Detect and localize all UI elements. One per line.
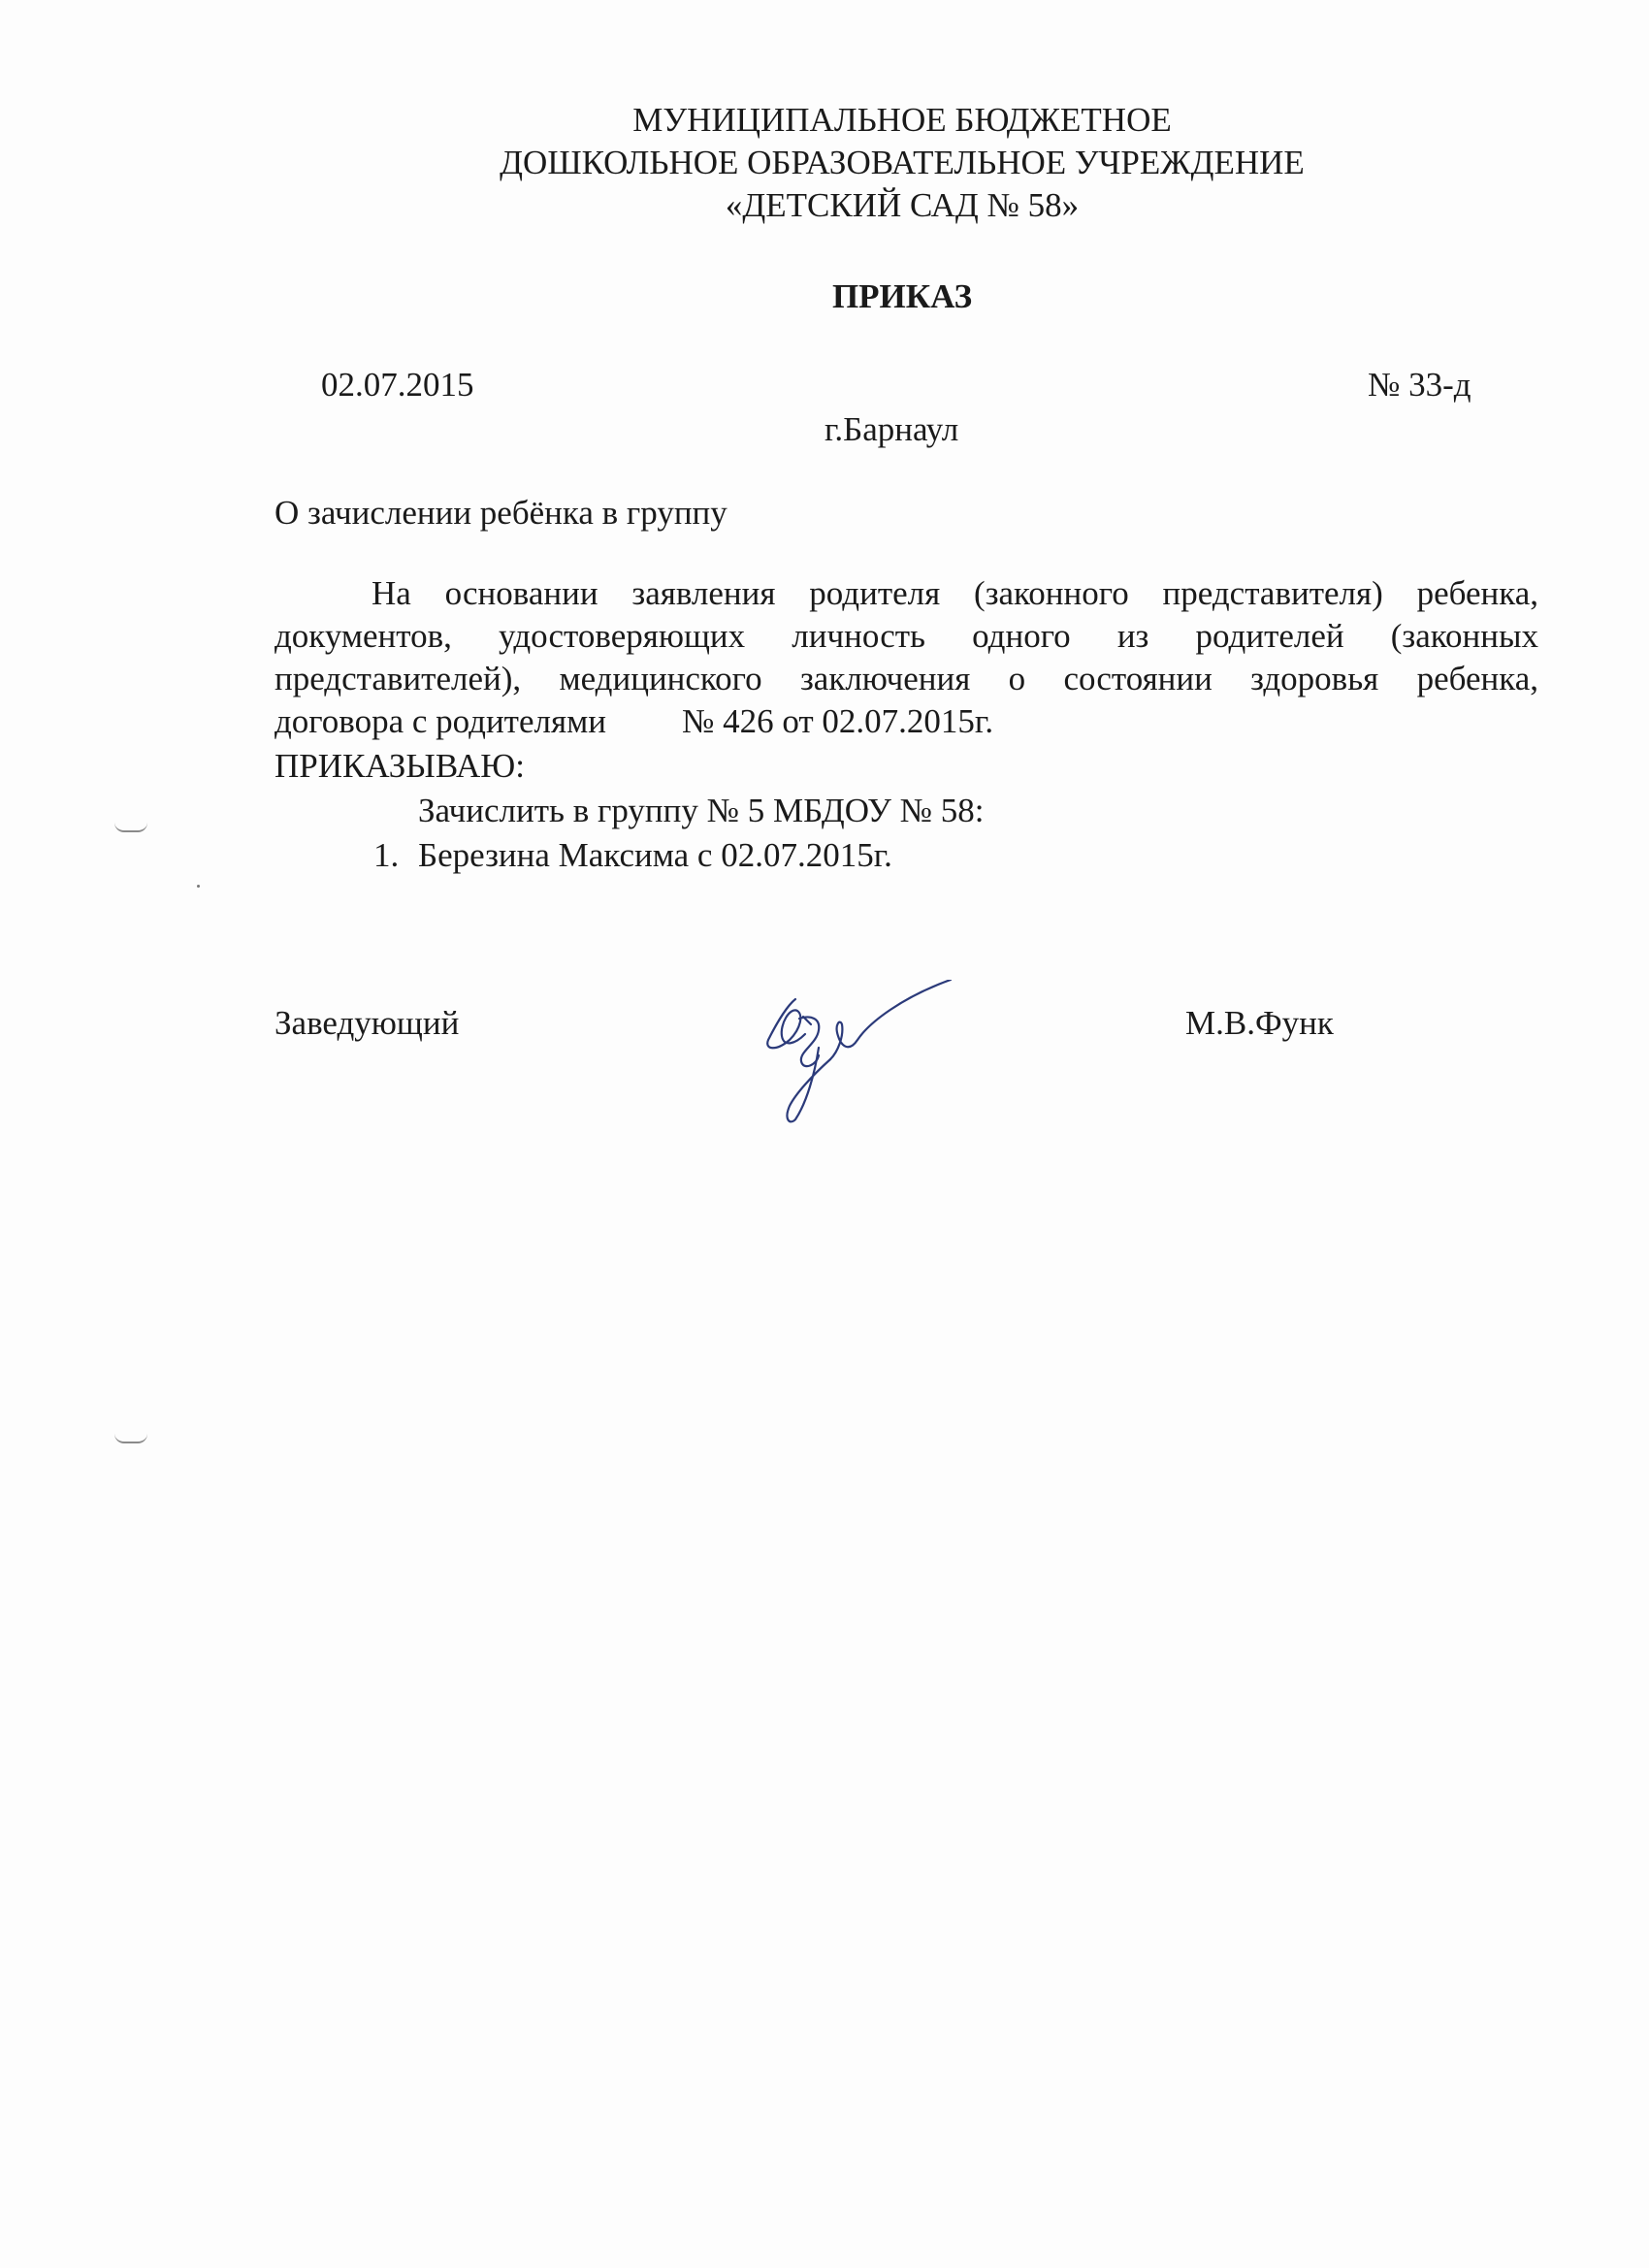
signatory-position: Заведующий [275,1004,460,1042]
order-date: 02.07.2015 [321,366,474,404]
basis-line-1: На основании заявления родителя (законного представителя) ребенка, [372,574,1538,612]
basis-line-3: представителей), медицинского заключения о состоянии здоровья ребенка, [275,660,1538,697]
signatory-name: М.В.Функ [1185,1004,1334,1042]
order-word: ПРИКАЗЫВАЮ: [275,747,525,785]
handwritten-signature [757,980,960,1125]
scan-mark [114,1434,147,1443]
header-line-3: «ДЕТСКИЙ САД № 58» [725,186,1080,224]
basis-paragraph [275,572,1538,743]
city: г.Барнаул [824,410,959,448]
basis-line-2: документов, удостоверяющих личность одного из родителей (законных [275,617,1538,655]
scan-dot [197,885,200,888]
header-line-2: ДОШКОЛЬНОЕ ОБРАЗОВАТЕЛЬНОЕ УЧРЕЖДЕНИЕ [500,144,1305,181]
scan-mark [114,823,147,832]
document-title: ПРИКАЗ [831,277,973,315]
order-number: № 33-д [1368,366,1471,404]
order-subject: О зачислении ребёнка в группу [275,494,728,532]
basis-contract-label: договора с родителями [275,702,606,740]
basis-contract-number: № 426 от 02.07.2015г. [681,702,994,740]
header-line-1: МУНИЦИПАЛЬНОЕ БЮДЖЕТНОЕ [632,101,1172,139]
list-item-number: 1. [373,836,400,874]
list-item: Березина Максима с 02.07.2015г. [418,836,892,874]
basis-line-4 [275,700,1538,743]
enroll-statement: Зачислить в группу № 5 МБДОУ № 58: [418,792,985,829]
